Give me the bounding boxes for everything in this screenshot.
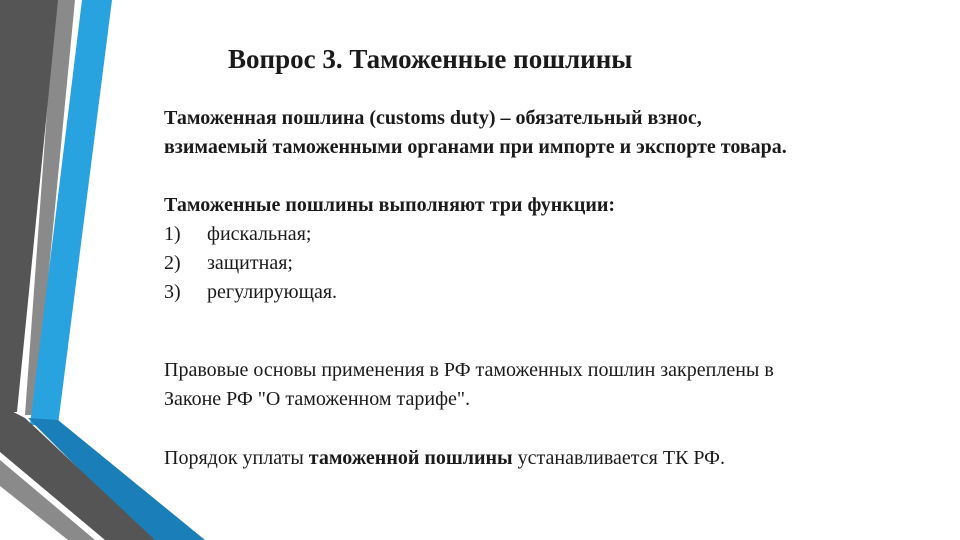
list-item-number: 3) [164, 281, 181, 303]
definition-line-1: Таможенная пошлина (customs duty) – обязательный взнос, [164, 107, 702, 129]
definition-line-2: взимаемый таможенными органами при импорте и экспорте товара. [164, 136, 787, 158]
functions-list [164, 220, 944, 307]
legal-basis-line-1: Правовые основы применения в РФ таможенных пошлин закреплены в [164, 359, 774, 381]
list-item-text: регулирующая. [207, 281, 338, 303]
list-item-text: защитная; [207, 252, 293, 274]
list-item [164, 220, 944, 249]
slide-title: Вопрос 3. Таможенные пошлины [228, 44, 633, 74]
list-item-text: фискальная; [207, 223, 312, 245]
list-item-number: 1) [164, 223, 181, 245]
list-item [164, 249, 944, 278]
payment-order [164, 444, 944, 473]
slide-body [164, 104, 944, 473]
payment-text-bold: таможенной пошлины [308, 447, 513, 469]
payment-text-after: устанавливается ТК РФ. [512, 447, 725, 469]
list-item [164, 278, 944, 307]
payment-text-before: Порядок уплаты [164, 447, 309, 469]
list-item-number: 2) [164, 252, 181, 274]
functions-heading: Таможенные пошлины выполняют три функции: [164, 194, 616, 216]
legal-basis-line-2: Законе РФ "О таможенном тарифе". [164, 388, 471, 410]
stripe-dark-lower [0, 405, 155, 540]
